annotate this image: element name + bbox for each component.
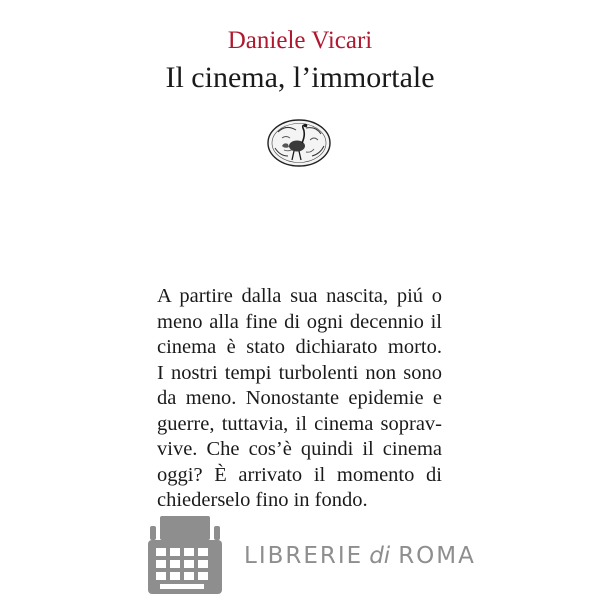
- ostrich-emblem-icon: [266, 118, 332, 168]
- author-name: Daniele Vicari: [227, 27, 373, 54]
- blurb-line: chiederselo fino in fondo.: [157, 489, 368, 511]
- blurb-line: da meno. Nonostante epidemie e: [157, 387, 442, 409]
- blurb-line: oggi? È arrivato il momento di: [157, 463, 442, 486]
- librerie-di-roma-logo: [140, 506, 476, 602]
- blurb-line: meno alla fine di ogni decennio il: [157, 310, 442, 333]
- blurb-text: [157, 284, 442, 514]
- book-title: Il cinema, l’immortale: [165, 61, 435, 94]
- typewriter-icon: [146, 510, 224, 598]
- logo-word-roma: ROMA: [398, 543, 476, 569]
- blurb-line: cinema è stato dichiarato morto.: [157, 336, 442, 358]
- blurb-line: A partire dalla sua nascita, piú o: [157, 285, 442, 307]
- blurb-line: vive. Che cos’è quindi il cinema: [157, 438, 442, 460]
- blurb-line: guerre, tuttavia, il cinema soprav-: [157, 412, 442, 435]
- logo-word-librerie: LIBRERIE: [244, 543, 364, 569]
- blurb-line: I nostri tempi turbolenti non sono: [157, 361, 442, 384]
- logo-word-di: di: [369, 543, 391, 569]
- logo-wordmark: [244, 542, 476, 570]
